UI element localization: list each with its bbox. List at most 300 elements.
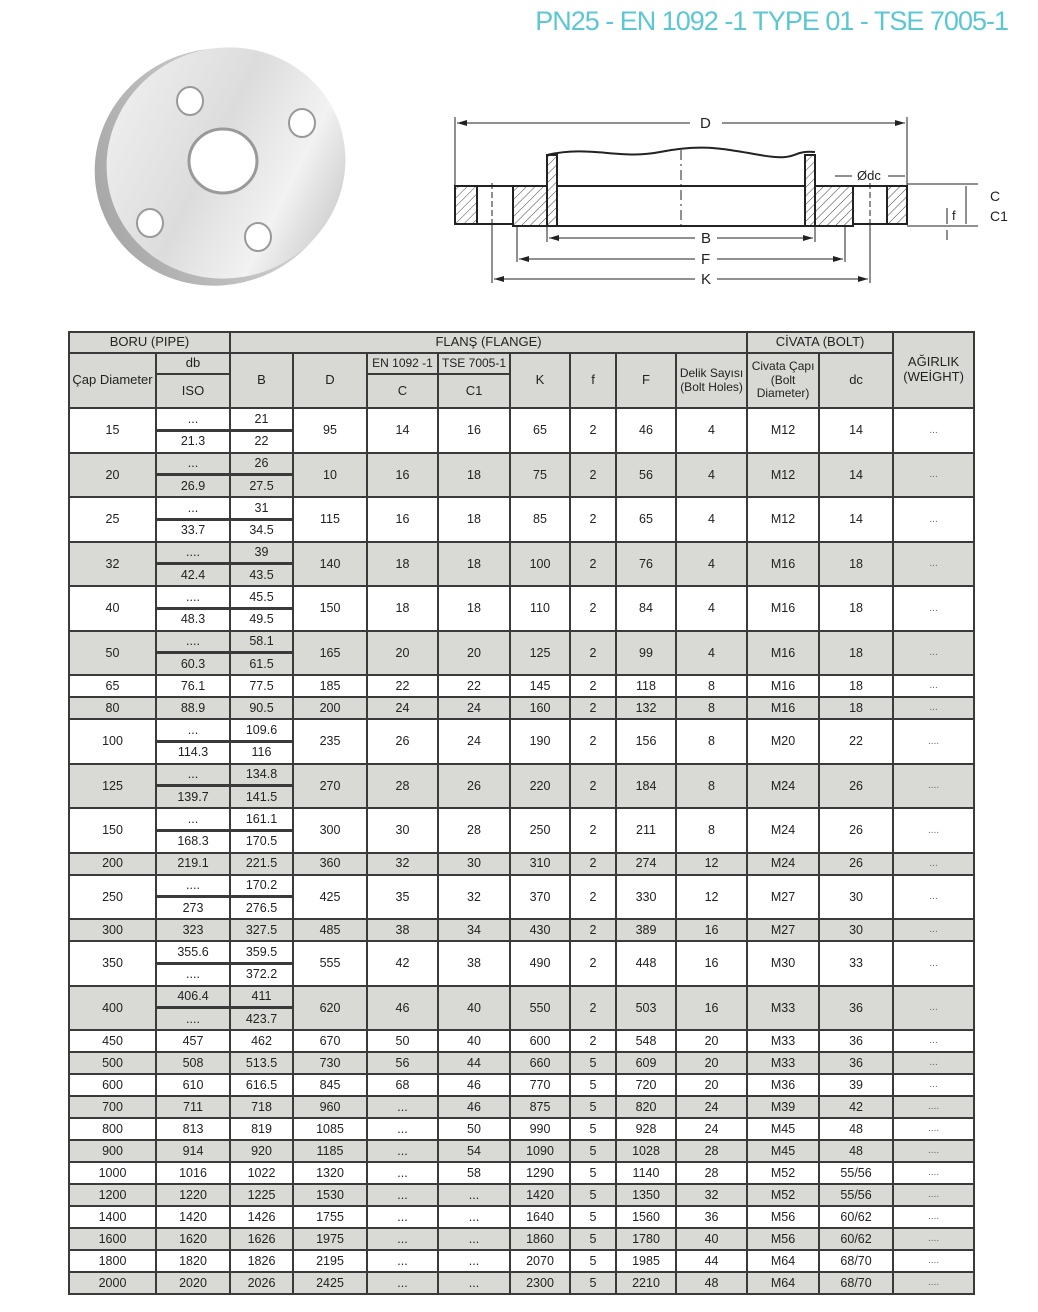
cell-C1: ... <box>438 1206 510 1228</box>
cell-w: .... <box>893 1250 974 1272</box>
cell-bolt: M52 <box>747 1162 819 1184</box>
cell-F: 46 <box>616 408 676 453</box>
cell-diameter: 40 <box>69 586 156 631</box>
cell-diameter: 2000 <box>69 1272 156 1294</box>
cell-B: 45.5 <box>230 586 293 608</box>
cell-bolt: M16 <box>747 542 819 587</box>
cell-C1: 40 <box>438 1030 510 1052</box>
label-C1: C1 <box>990 208 1008 224</box>
cell-w: ... <box>893 631 974 676</box>
cell-holes: 8 <box>676 697 747 719</box>
cell-K: 65 <box>510 408 570 453</box>
cell-B: 1826 <box>230 1250 293 1272</box>
flange-technical-drawing <box>0 0 1038 300</box>
cell-D: 620 <box>293 986 367 1031</box>
cell-F: 448 <box>616 941 676 986</box>
cell-db: .... <box>156 963 230 986</box>
cell-C: 18 <box>367 542 438 587</box>
cell-B: 462 <box>230 1030 293 1052</box>
cell-B: 61.5 <box>230 653 293 676</box>
cell-f: 2 <box>570 764 616 809</box>
cell-D: 485 <box>293 919 367 941</box>
cell-dc: 42 <box>819 1096 893 1118</box>
cell-C1: ... <box>438 1228 510 1250</box>
cell-db: ... <box>156 497 230 519</box>
cell-F: 211 <box>616 808 676 853</box>
cell-db: 139.7 <box>156 786 230 809</box>
cell-f: 5 <box>570 1118 616 1140</box>
cell-K: 85 <box>510 497 570 542</box>
cell-C: 42 <box>367 941 438 986</box>
cell-db: .... <box>156 631 230 653</box>
cell-C1: 38 <box>438 941 510 986</box>
cell-diameter: 900 <box>69 1140 156 1162</box>
cell-diameter: 1200 <box>69 1184 156 1206</box>
cell-db: 114.3 <box>156 741 230 764</box>
cell-D: 670 <box>293 1030 367 1052</box>
cell-w: ... <box>893 586 974 631</box>
cell-bolt: M33 <box>747 1030 819 1052</box>
cell-db: ... <box>156 408 230 430</box>
cell-B: 161.1 <box>230 808 293 830</box>
cell-db: 76.1 <box>156 675 230 697</box>
cell-holes: 12 <box>676 875 747 920</box>
cell-C1: 34 <box>438 919 510 941</box>
cell-K: 875 <box>510 1096 570 1118</box>
cell-diameter: 1400 <box>69 1206 156 1228</box>
cell-B: 26 <box>230 453 293 475</box>
cell-F: 928 <box>616 1118 676 1140</box>
cell-holes: 40 <box>676 1228 747 1250</box>
group-flange: FLANŞ (FLANGE) <box>230 332 747 353</box>
cell-C1: 44 <box>438 1052 510 1074</box>
cell-bolt: M36 <box>747 1074 819 1096</box>
cell-F: 503 <box>616 986 676 1031</box>
cell-D: 1185 <box>293 1140 367 1162</box>
cell-D: 270 <box>293 764 367 809</box>
cell-diameter: 600 <box>69 1074 156 1096</box>
cell-D: 95 <box>293 408 367 453</box>
cell-db: 610 <box>156 1074 230 1096</box>
cell-holes: 4 <box>676 408 747 453</box>
cell-bolt: M56 <box>747 1228 819 1250</box>
cell-diameter: 1600 <box>69 1228 156 1250</box>
cell-db: 273 <box>156 897 230 920</box>
cell-w: .... <box>893 1184 974 1206</box>
cell-C1: 20 <box>438 631 510 676</box>
cell-K: 125 <box>510 631 570 676</box>
cell-holes: 4 <box>676 586 747 631</box>
cell-dc: 26 <box>819 764 893 809</box>
cell-K: 250 <box>510 808 570 853</box>
cell-db: 1820 <box>156 1250 230 1272</box>
cell-f: 2 <box>570 453 616 498</box>
table-row <box>69 697 974 719</box>
group-pipe: BORU (PIPE) <box>69 332 230 353</box>
header-dc: dc <box>819 353 893 408</box>
cell-F: 56 <box>616 453 676 498</box>
cell-f: 5 <box>570 1140 616 1162</box>
cell-diameter: 700 <box>69 1096 156 1118</box>
cell-f: 2 <box>570 408 616 453</box>
cell-w: .... <box>893 1118 974 1140</box>
cell-bolt: M56 <box>747 1206 819 1228</box>
cell-f: 2 <box>570 1030 616 1052</box>
cell-B: 170.2 <box>230 875 293 897</box>
cell-bolt: M33 <box>747 986 819 1031</box>
cell-db: ... <box>156 764 230 786</box>
cell-diameter: 50 <box>69 631 156 676</box>
cell-F: 1028 <box>616 1140 676 1162</box>
table-row <box>69 1118 974 1140</box>
cell-C: 18 <box>367 586 438 631</box>
cell-K: 100 <box>510 542 570 587</box>
cell-diameter: 1800 <box>69 1250 156 1272</box>
cell-K: 145 <box>510 675 570 697</box>
cell-bolt: M64 <box>747 1272 819 1294</box>
cell-dc: 39 <box>819 1074 893 1096</box>
cell-db: 219.1 <box>156 853 230 875</box>
cell-D: 845 <box>293 1074 367 1096</box>
cell-bolt: M16 <box>747 675 819 697</box>
cell-B: 90.5 <box>230 697 293 719</box>
cell-diameter: 450 <box>69 1030 156 1052</box>
cell-D: 140 <box>293 542 367 587</box>
cell-dc: 48 <box>819 1118 893 1140</box>
cell-dc: 18 <box>819 697 893 719</box>
cell-db: 33.7 <box>156 519 230 542</box>
cell-bolt: M12 <box>747 408 819 453</box>
cell-dc: 68/70 <box>819 1272 893 1294</box>
cell-K: 1860 <box>510 1228 570 1250</box>
cell-diameter: 350 <box>69 941 156 986</box>
cell-w: ... <box>893 919 974 941</box>
cell-dc: 26 <box>819 853 893 875</box>
cell-bolt: M45 <box>747 1140 819 1162</box>
cell-B: 109.6 <box>230 719 293 741</box>
table-row <box>69 764 974 786</box>
cell-C: 50 <box>367 1030 438 1052</box>
cell-C1: ... <box>438 1272 510 1294</box>
cell-K: 660 <box>510 1052 570 1074</box>
table-row <box>69 1074 974 1096</box>
cell-w: .... <box>893 1228 974 1250</box>
cell-db: 60.3 <box>156 653 230 676</box>
cell-C: 35 <box>367 875 438 920</box>
header-en: EN 1092 -1 <box>367 353 438 374</box>
cell-F: 548 <box>616 1030 676 1052</box>
table-row <box>69 408 974 430</box>
cell-f: 2 <box>570 808 616 853</box>
cell-D: 730 <box>293 1052 367 1074</box>
cell-f: 2 <box>570 875 616 920</box>
cell-C1: 26 <box>438 764 510 809</box>
cell-bolt: M45 <box>747 1118 819 1140</box>
cell-dc: 26 <box>819 808 893 853</box>
cell-F: 274 <box>616 853 676 875</box>
cell-dc: 55/56 <box>819 1162 893 1184</box>
cell-db: ... <box>156 453 230 475</box>
cell-C1: 46 <box>438 1074 510 1096</box>
cell-dc: 14 <box>819 408 893 453</box>
table-row <box>69 1030 974 1052</box>
cell-K: 990 <box>510 1118 570 1140</box>
cell-dc: 30 <box>819 875 893 920</box>
cell-F: 99 <box>616 631 676 676</box>
cell-D: 1530 <box>293 1184 367 1206</box>
cell-C1: 16 <box>438 408 510 453</box>
cell-C: 16 <box>367 497 438 542</box>
table-row <box>69 919 974 941</box>
cell-B: 1426 <box>230 1206 293 1228</box>
cell-diameter: 25 <box>69 497 156 542</box>
cell-C: ... <box>367 1162 438 1184</box>
cell-db: 1220 <box>156 1184 230 1206</box>
cell-diameter: 200 <box>69 853 156 875</box>
cell-w: .... <box>893 808 974 853</box>
cell-D: 1085 <box>293 1118 367 1140</box>
table-row <box>69 497 974 519</box>
cell-B: 819 <box>230 1118 293 1140</box>
label-f: f <box>952 208 956 223</box>
cell-holes: 4 <box>676 497 747 542</box>
cell-holes: 20 <box>676 1074 747 1096</box>
cell-K: 370 <box>510 875 570 920</box>
cell-diameter: 20 <box>69 453 156 498</box>
cell-dc: 18 <box>819 631 893 676</box>
cell-C1: 18 <box>438 453 510 498</box>
cell-D: 200 <box>293 697 367 719</box>
cell-F: 76 <box>616 542 676 587</box>
table-row <box>69 1272 974 1294</box>
header-holes: Delik Sayısı (Bolt Holes) <box>676 353 747 408</box>
cell-F: 389 <box>616 919 676 941</box>
cell-D: 1755 <box>293 1206 367 1228</box>
table-row <box>69 453 974 475</box>
header-B: B <box>230 353 293 408</box>
cell-w: ... <box>893 986 974 1031</box>
cell-diameter: 150 <box>69 808 156 853</box>
cell-bolt: M16 <box>747 631 819 676</box>
cell-dc: 14 <box>819 453 893 498</box>
cell-db: 26.9 <box>156 475 230 498</box>
cell-F: 1985 <box>616 1250 676 1272</box>
cell-C: 38 <box>367 919 438 941</box>
cell-dc: 18 <box>819 542 893 587</box>
cell-holes: 44 <box>676 1250 747 1272</box>
cell-dc: 14 <box>819 497 893 542</box>
cell-C1: 40 <box>438 986 510 1031</box>
cell-f: 5 <box>570 1206 616 1228</box>
cell-C1: 24 <box>438 697 510 719</box>
label-K: K <box>701 271 712 288</box>
cell-C: ... <box>367 1206 438 1228</box>
cell-bolt: M64 <box>747 1250 819 1272</box>
table-row <box>69 853 974 875</box>
label-C: C <box>990 188 1001 204</box>
cell-w: ... <box>893 875 974 920</box>
cell-db: 168.3 <box>156 830 230 853</box>
cell-bolt: M27 <box>747 919 819 941</box>
cell-B: 221.5 <box>230 853 293 875</box>
cell-bolt: M39 <box>747 1096 819 1118</box>
header-weight: AĞIRLIK (WEİGHT) <box>893 332 974 408</box>
cell-holes: 8 <box>676 764 747 809</box>
cell-w: ... <box>893 497 974 542</box>
cell-bolt: M27 <box>747 875 819 920</box>
cell-B: 170.5 <box>230 830 293 853</box>
cell-diameter: 500 <box>69 1052 156 1074</box>
cell-db: .... <box>156 586 230 608</box>
cell-B: 423.7 <box>230 1008 293 1031</box>
cell-db: ... <box>156 808 230 830</box>
cell-K: 310 <box>510 853 570 875</box>
cell-holes: 8 <box>676 808 747 853</box>
cell-C1: 30 <box>438 853 510 875</box>
cell-C: 14 <box>367 408 438 453</box>
cell-D: 960 <box>293 1096 367 1118</box>
cell-C: 30 <box>367 808 438 853</box>
cell-C1: 54 <box>438 1140 510 1162</box>
cell-C: ... <box>367 1096 438 1118</box>
cell-db: 457 <box>156 1030 230 1052</box>
cell-D: 2425 <box>293 1272 367 1294</box>
cell-holes: 48 <box>676 1272 747 1294</box>
cell-w: .... <box>893 1140 974 1162</box>
cell-w: .... <box>893 1096 974 1118</box>
cell-db: 21.3 <box>156 430 230 453</box>
cell-holes: 24 <box>676 1118 747 1140</box>
cell-f: 2 <box>570 986 616 1031</box>
cell-f: 2 <box>570 853 616 875</box>
header-D: D <box>293 353 367 408</box>
cell-f: 5 <box>570 1184 616 1206</box>
cell-w: .... <box>893 764 974 809</box>
cell-C: ... <box>367 1272 438 1294</box>
table-row <box>69 719 974 741</box>
cell-C: 28 <box>367 764 438 809</box>
cell-holes: 12 <box>676 853 747 875</box>
cell-db: 508 <box>156 1052 230 1074</box>
page-title: PN25 - EN 1092 -1 TYPE 01 - TSE 7005-1 <box>535 6 1008 36</box>
cell-holes: 28 <box>676 1162 747 1184</box>
cell-dc: 60/62 <box>819 1228 893 1250</box>
label-dc: Ødc <box>857 168 881 183</box>
cell-holes: 28 <box>676 1140 747 1162</box>
cell-F: 118 <box>616 675 676 697</box>
cell-F: 330 <box>616 875 676 920</box>
cell-holes: 8 <box>676 675 747 697</box>
cell-K: 2300 <box>510 1272 570 1294</box>
cell-holes: 32 <box>676 1184 747 1206</box>
cell-diameter: 300 <box>69 919 156 941</box>
table-row <box>69 1228 974 1250</box>
cell-K: 1640 <box>510 1206 570 1228</box>
cell-B: 1225 <box>230 1184 293 1206</box>
cell-F: 184 <box>616 764 676 809</box>
header-C1: C1 <box>438 374 510 408</box>
cell-diameter: 65 <box>69 675 156 697</box>
cell-diameter: 100 <box>69 719 156 764</box>
cell-C: 22 <box>367 675 438 697</box>
cell-B: 27.5 <box>230 475 293 498</box>
header-tse: TSE 7005-1 <box>438 353 510 374</box>
header-iso: ISO <box>156 374 230 408</box>
cell-B: 276.5 <box>230 897 293 920</box>
cell-C: ... <box>367 1140 438 1162</box>
cell-diameter: 250 <box>69 875 156 920</box>
cell-B: 513.5 <box>230 1052 293 1074</box>
cell-F: 1140 <box>616 1162 676 1184</box>
table-row <box>69 586 974 608</box>
cell-K: 220 <box>510 764 570 809</box>
cell-dc: 33 <box>819 941 893 986</box>
cell-diameter: 400 <box>69 986 156 1031</box>
cell-K: 160 <box>510 697 570 719</box>
cell-dc: 48 <box>819 1140 893 1162</box>
cell-f: 5 <box>570 1096 616 1118</box>
cell-K: 110 <box>510 586 570 631</box>
cell-C1: 58 <box>438 1162 510 1184</box>
cell-F: 1350 <box>616 1184 676 1206</box>
cell-f: 2 <box>570 675 616 697</box>
cell-f: 5 <box>570 1074 616 1096</box>
cell-C: ... <box>367 1228 438 1250</box>
cell-db: .... <box>156 1008 230 1031</box>
cell-bolt: M33 <box>747 1052 819 1074</box>
cell-B: 1022 <box>230 1162 293 1184</box>
header-bolt-diameter: Civata Çapı (Bolt Diameter) <box>747 353 819 408</box>
cell-B: 920 <box>230 1140 293 1162</box>
cell-C: 32 <box>367 853 438 875</box>
cell-D: 115 <box>293 497 367 542</box>
cell-holes: 16 <box>676 941 747 986</box>
cell-F: 156 <box>616 719 676 764</box>
table-row <box>69 1140 974 1162</box>
cell-db: 711 <box>156 1096 230 1118</box>
cell-db: 914 <box>156 1140 230 1162</box>
cell-f: 2 <box>570 497 616 542</box>
cell-w: ... <box>893 853 974 875</box>
cell-bolt: M24 <box>747 808 819 853</box>
cell-F: 720 <box>616 1074 676 1096</box>
table-row <box>69 1206 974 1228</box>
cell-C: 20 <box>367 631 438 676</box>
cell-dc: 18 <box>819 586 893 631</box>
cell-bolt: M16 <box>747 586 819 631</box>
cell-holes: 20 <box>676 1030 747 1052</box>
cell-w: ... <box>893 1074 974 1096</box>
cell-dc: 60/62 <box>819 1206 893 1228</box>
cell-dc: 36 <box>819 1052 893 1074</box>
header-db: db <box>156 353 230 374</box>
cell-db: 1420 <box>156 1206 230 1228</box>
cell-bolt: M12 <box>747 453 819 498</box>
cell-w: ... <box>893 1030 974 1052</box>
table-row <box>69 1052 974 1074</box>
cell-C1: 32 <box>438 875 510 920</box>
cell-diameter: 80 <box>69 697 156 719</box>
cell-C1: 18 <box>438 586 510 631</box>
cell-C: 68 <box>367 1074 438 1096</box>
cell-diameter: 15 <box>69 408 156 453</box>
header-K: K <box>510 353 570 408</box>
cell-w: .... <box>893 1162 974 1184</box>
cell-D: 2195 <box>293 1250 367 1272</box>
cell-C: 24 <box>367 697 438 719</box>
table-row <box>69 542 974 564</box>
cell-w: .... <box>893 1272 974 1294</box>
